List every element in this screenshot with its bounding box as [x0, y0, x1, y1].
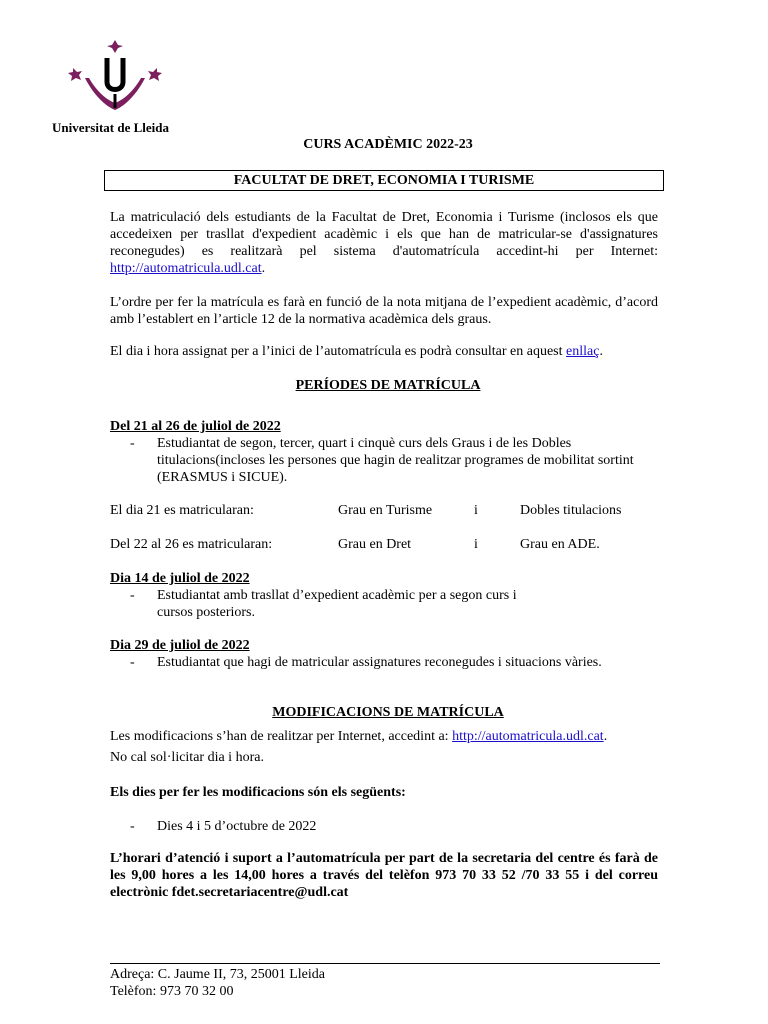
modifications-automatricula-link[interactable]: http://automatricula.udl.cat [452, 729, 604, 744]
modification-days-text: Dies 4 i 5 d’octubre de 2022 [157, 819, 317, 834]
schedule-row-1 [110, 502, 670, 520]
support-paragraph: L’horari d’atenció i suport a l’automatrícula per part de la secretaria del centre és farà de les 9,00 hores a les 14,00 hores a través del telèfon 973 70 33 52 /70 33 55 i del correu electrònic fdet.secretariacentre@udl.cat [110, 851, 658, 900]
period-3-bullet [130, 654, 670, 671]
period-2-bullet-line-2: cursos posteriors. [157, 605, 255, 620]
modification-days-item [130, 818, 670, 835]
period-1-bullet-text: Estudiantat de segon, tercer, quart i cinquè curs dels Graus i de les Dobles titulacions(incloses les persones que hagin de realitzar programes de mobilitat sortint (ERASMUS i SICUE). [157, 436, 634, 485]
intro-paragraph-1 [110, 209, 658, 277]
bullet-dash: - [130, 436, 135, 451]
bullet-dash: - [130, 819, 135, 834]
period-2-date: Dia 14 de juliol de 2022 [110, 571, 250, 586]
period-2-bullet [130, 587, 670, 621]
intro-paragraph-2: L’ordre per fer la matrícula es farà en funció de la nota mitjana de l’expedient acadèmic, d’acord amb l’establert en l’article 12 de la normativa acadèmica dels graus. [110, 295, 658, 327]
bullet-dash: - [130, 588, 135, 603]
intro-p1-text: La matriculació dels estudiants de la Facultat de Dret, Economia i Turisme (inclosos els que accedeixen per trasllat d'expedient acadèmic i els que han de matricular-se d'assignatures reconegudes) es realitzarà pel sistema d'automatrícula accedint-hi per Internet: [110, 210, 658, 259]
bullet-dash: - [130, 655, 135, 670]
footer-address: Adreça: C. Jaume II, 73, 25001 Lleida [110, 967, 325, 982]
modifications-line-1 [110, 728, 658, 745]
faculty-title-box: FACULTAT DE DRET, ECONOMIA I TURISME [104, 170, 664, 191]
modifications-line-2: No cal sol·licitar dia i hora. [110, 750, 264, 765]
schedule-row-2 [110, 536, 670, 554]
schedule-row-2-col2: Grau en ADE. [520, 537, 600, 552]
modification-days-heading: Els dies per fer les modificacions són els següents: [110, 785, 406, 800]
modifications-line-1-end: . [603, 729, 608, 744]
course-title: CURS ACADÈMIC 2022-23 [303, 137, 473, 152]
automatricula-link[interactable]: http://automatricula.udl.cat [110, 261, 262, 276]
enllac-link[interactable]: enllaç [566, 344, 600, 359]
period-2-bullet-line-1: Estudiantat amb trasllat d’expedient acadèmic per a segon curs i [157, 588, 517, 603]
periods-heading: PERÍODES DE MATRÍCULA [295, 378, 481, 393]
period-1-date: Del 21 al 26 de juliol de 2022 [110, 419, 281, 434]
period-1-bullet [130, 435, 670, 487]
period-3-bullet-text: Estudiantat que hagi de matricular assignatures reconegudes i situacions vàries. [157, 655, 602, 670]
intro-p1-end: . [261, 261, 266, 276]
schedule-row-2-col1: Grau en Dret [338, 537, 412, 552]
intro-p3-text: El dia i hora assignat per a l’inici de l’automatrícula es podrà consultar en aquest [110, 344, 567, 359]
university-name: Universitat de Lleida [52, 120, 169, 135]
period-3-date: Dia 29 de juliol de 2022 [110, 638, 250, 653]
modifications-line-1-text: Les modificacions s’han de realitzar per Internet, accedint a: [110, 729, 453, 744]
footer-phone: Telèfon: 973 70 32 00 [110, 984, 234, 999]
footer-divider [110, 963, 660, 964]
intro-paragraph-3 [110, 343, 658, 360]
schedule-row-2-label: Del 22 al 26 es matricularan: [110, 537, 273, 552]
schedule-row-1-label: El dia 21 es matricularan: [110, 503, 254, 518]
schedule-row-2-conj: i [474, 537, 478, 552]
schedule-row-1-conj: i [474, 503, 478, 518]
schedule-row-1-col2: Dobles titulacions [520, 503, 622, 518]
modifications-heading: MODIFICACIONS DE MATRÍCULA [272, 705, 504, 720]
schedule-row-1-col1: Grau en Turisme [338, 503, 433, 518]
intro-p3-end: . [599, 344, 603, 359]
